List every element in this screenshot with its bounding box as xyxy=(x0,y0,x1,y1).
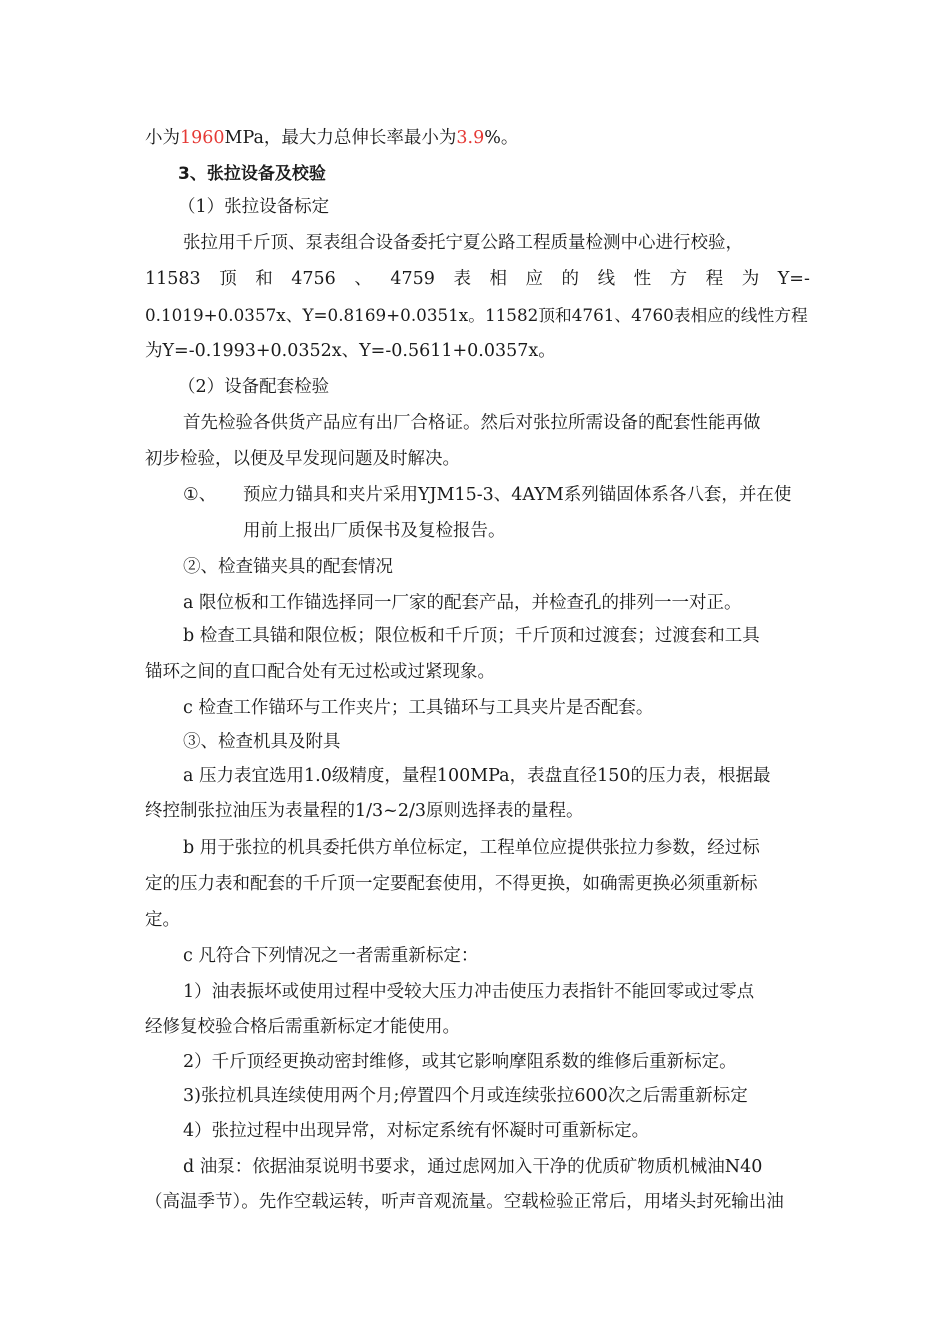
item3-b-line-1: b 用于张拉的机具委托供方单位标定，工程单位应提供张拉力参数，经过标 xyxy=(183,838,760,858)
item3-c: c 凡符合下列情况之一者需重新标定： xyxy=(183,946,479,966)
word: 性 xyxy=(633,269,652,289)
section-heading: 3、张拉设备及校验 xyxy=(178,164,326,184)
item2-b-line-2: 锚环之间的直口配合处有无过松或过紧现象。 xyxy=(145,662,495,682)
item3-a-line-1: a 压力表宜选用1.0级精度，量程100MPa，表盘直径150的压力表，根据最 xyxy=(183,766,771,786)
item3-a-line-2: 终控制张拉油压为表量程的1/3~2/3原则选择表的量程。 xyxy=(145,801,584,821)
word: 11583 xyxy=(145,269,201,289)
intro-text-a: 小为 xyxy=(145,128,180,148)
word: 表 xyxy=(453,269,471,289)
check-line-2: 初步检验，以便及早发现问题及时解决。 xyxy=(145,449,460,469)
word: 应 xyxy=(525,269,544,289)
word: 和 xyxy=(255,269,273,289)
item-number: ①、 xyxy=(183,485,217,505)
calibration-line-3: 0.1019+0.0357x、Y=0.8169+0.0351x。11582顶和4761、4760表相应的线性方程 xyxy=(145,305,808,325)
item2-heading: ②、检查锚夹具的配套情况 xyxy=(183,557,393,577)
item1-line-2: 用前上报出厂质保书及复检报告。 xyxy=(243,521,506,541)
intro-text-c: %。 xyxy=(484,128,519,148)
word: 4756 xyxy=(291,269,336,289)
calibration-text-1: 张拉用千斤顶、泵表组合设备委托宁夏公路工程质量检测中心进行校验， xyxy=(183,233,743,253)
check-line-1: 首先检验各供货产品应有出厂合格证。然后对张拉所需设备的配套性能再做 xyxy=(183,413,761,433)
item2-b-line-1: b 检查工具锚和限位板；限位板和千斤顶；千斤顶和过渡套；过渡套和工具 xyxy=(183,626,760,646)
item3-b-line-3: 定。 xyxy=(145,910,180,930)
item1-line-1 xyxy=(183,483,810,507)
elongation-value: 3.9 xyxy=(456,128,485,148)
calibration-line-4: 为Y=-0.1993+0.0352x、Y=-0.5611+0.0357x。 xyxy=(145,341,556,361)
intro-text-b: MPa，最大力总伸长率最小为 xyxy=(224,128,457,148)
item1-text-1: 预应力锚具和夹片采用YJM15-3、4AYM系列锚固体系各八套，并在使 xyxy=(243,485,792,505)
item3-c1-line-1: 1）油表振坏或使用过程中受较大压力冲击使压力表指针不能回零或过零点 xyxy=(183,982,755,1002)
intro-line xyxy=(145,126,810,150)
tensile-strength-value: 1960 xyxy=(180,128,225,148)
word: 4759 xyxy=(390,269,435,289)
item3-c2: 2）千斤顶经更换动密封维修，或其它影响摩阻系数的维修后重新标定。 xyxy=(183,1052,737,1072)
item3-b-line-2: 定的压力表和配套的千斤顶一定要配套使用，不得更换，如确需更换必须重新标 xyxy=(145,874,758,894)
subsection-heading-equipment: （2）设备配套检验 xyxy=(178,377,330,397)
calibration-line-2 xyxy=(145,267,810,291)
item3-d-line-1: d 油泵：依据油泵说明书要求，通过虑网加入干净的优质矿物质机械油N40 xyxy=(183,1157,763,1177)
word: 的 xyxy=(561,269,580,289)
item3-heading: ③、检查机具及附具 xyxy=(183,732,341,752)
item2-c: c 检查工作锚环与工作夹片；工具锚环与工具夹片是否配套。 xyxy=(183,698,654,718)
word: 方 xyxy=(669,269,688,289)
word: 线 xyxy=(597,269,616,289)
item3-c3: 3)张拉机具连续使用两个月;停置四个月或连续张拉600次之后需重新标定 xyxy=(183,1086,748,1106)
word: 顶 xyxy=(219,269,237,289)
word: 程 xyxy=(705,269,724,289)
item2-a: a 限位板和工作锚选择同一厂家的配套产品，并检查孔的排列一一对正。 xyxy=(183,593,742,613)
item3-c4: 4）张拉过程中出现异常，对标定系统有怀凝时可重新标定。 xyxy=(183,1121,650,1141)
subsection-heading-calibration: （1）张拉设备标定 xyxy=(178,197,330,217)
calibration-line-1 xyxy=(183,231,810,255)
word: 为 xyxy=(741,269,760,289)
word: 、 xyxy=(354,269,372,289)
word: Y=- xyxy=(777,269,810,289)
item3-c1-line-2: 经修复校验合格后需重新标定才能使用。 xyxy=(145,1017,460,1037)
item3-d-line-2: （高温季节）。先作空载运转，听声音观流量。空载检验正常后，用堵头封死输出油 xyxy=(145,1192,784,1212)
word: 相 xyxy=(489,269,507,289)
